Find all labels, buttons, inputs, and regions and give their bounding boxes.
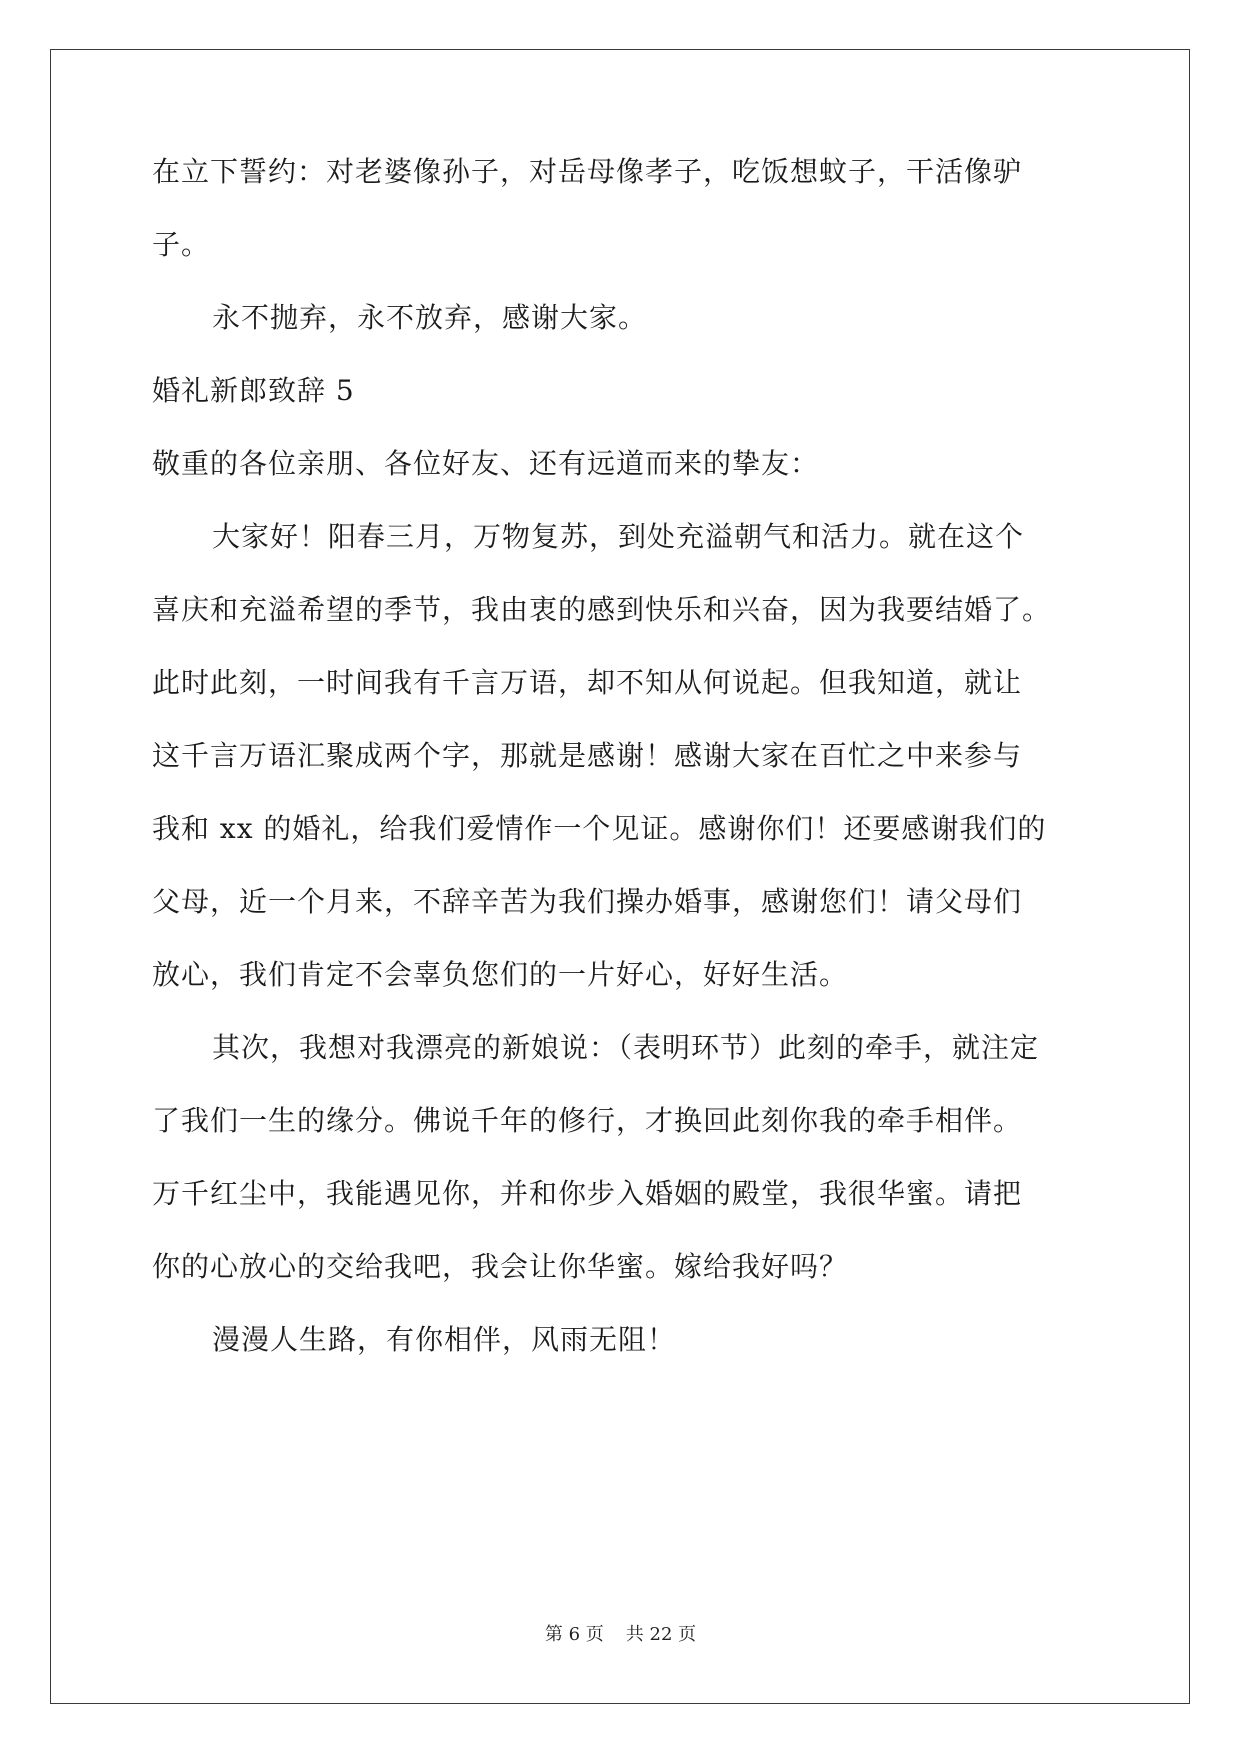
text-line: 父母，近一个月来，不辞辛苦为我们操办婚事，感谢您们！请父母们 bbox=[152, 885, 1023, 918]
text-line: 放心，我们肯定不会辜负您们的一片好心，好好生活。 bbox=[152, 958, 849, 991]
salutation-line: 敬重的各位亲朋、各位好友、还有远道而来的挚友： bbox=[152, 447, 820, 480]
paragraph-line: 大家好！阳春三月，万物复苏，到处充溢朝气和活力。就在这个 bbox=[212, 520, 1025, 553]
text-line: 子。 bbox=[152, 228, 211, 261]
page-number: 第 6 页 bbox=[544, 1624, 604, 1645]
text-line: 喜庆和充溢希望的季节，我由衷的感到快乐和兴奋，因为我要结婚了。 bbox=[152, 593, 1052, 626]
paragraph-line: 漫漫人生路，有你相伴，风雨无阻！ bbox=[212, 1323, 677, 1356]
text-line: 我和 xx 的婚礼，给我们爱情作一个见证。感谢你们！还要感谢我们的 bbox=[152, 812, 1047, 845]
page-total: 共 22 页 bbox=[625, 1624, 697, 1645]
paragraph-line: 其次，我想对我漂亮的新娘说：（表明环节）此刻的牵手，就注定 bbox=[212, 1031, 1040, 1064]
paragraph-line: 永不抛弃，永不放弃，感谢大家。 bbox=[212, 301, 648, 334]
text-line: 这千言万语汇聚成两个字，那就是感谢！感谢大家在百忙之中来参与 bbox=[152, 739, 1023, 772]
section-heading: 婚礼新郎致辞 5 bbox=[152, 374, 355, 407]
page-footer bbox=[0, 1623, 1241, 1647]
text-line: 了我们一生的缘分。佛说千年的修行，才换回此刻你我的牵手相伴。 bbox=[152, 1104, 1023, 1137]
text-line: 在立下誓约：对老婆像孙子，对岳母像孝子，吃饭想蚊子，干活像驴 bbox=[152, 155, 1023, 188]
text-line: 你的心放心的交给我吧，我会让你华蜜。嫁给我好吗？ bbox=[152, 1250, 849, 1283]
text-line: 万千红尘中，我能遇见你，并和你步入婚姻的殿堂，我很华蜜。请把 bbox=[152, 1177, 1023, 1210]
text-line: 此时此刻，一时间我有千言万语，却不知从何说起。但我知道，就让 bbox=[152, 666, 1023, 699]
